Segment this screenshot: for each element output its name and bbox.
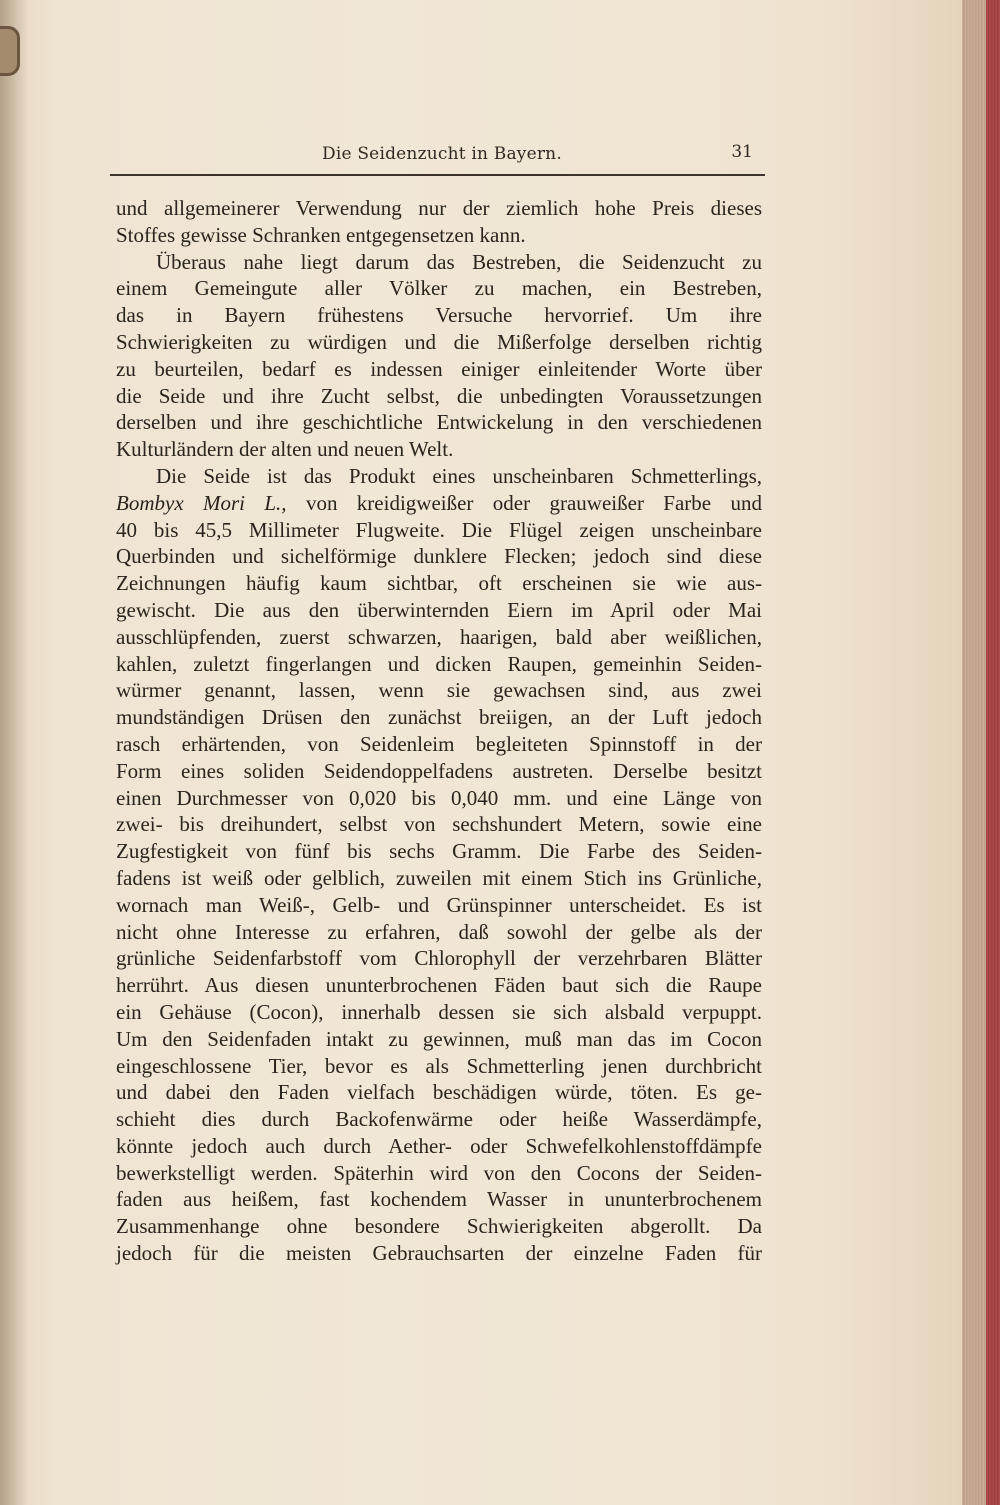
text-line: schieht dies durch Backofenwärme oder heiße Wasserdämpfe, bbox=[116, 1107, 762, 1132]
text-line: derselben und ihre geschichtliche Entwickelung in den verschiedenen bbox=[116, 410, 762, 435]
text-line: Stoffes gewisse Schranken entgegensetzen kann. bbox=[116, 222, 526, 247]
gutter-shadow bbox=[0, 0, 28, 1505]
binding-ring-icon bbox=[0, 26, 20, 76]
text-line: wornach man Weiß-, Gelb- und Grünspinner unterscheidet. Es ist bbox=[116, 892, 762, 917]
text-line: ein Gehäuse (Cocon), innerhalb dessen sie sich alsbald verpuppt. bbox=[116, 999, 762, 1024]
running-head-title: Die Seidenzucht in Bayern. bbox=[322, 144, 562, 164]
text-line: das in Bayern frühestens Versuche hervorrief. Um ihre bbox=[116, 303, 762, 328]
text-line: herrührt. Aus diesen ununterbrochenen Fäden baut sich die Raupe bbox=[116, 973, 762, 998]
text-line-mixed bbox=[116, 490, 762, 517]
text-line: und allgemeinerer Verwendung nur der ziemlich hohe Preis dieses bbox=[116, 196, 762, 220]
text-line: Zugfestigkeit von fünf bis sechs Gramm. Die Farbe des Seiden- bbox=[116, 839, 762, 864]
text-line: Kulturländern der alten und neuen Welt. bbox=[116, 437, 454, 462]
text-line: und dabei den Faden vielfach beschädigen würde, töten. Es ge- bbox=[116, 1080, 762, 1105]
text-line: zwei- bis dreihundert, selbst von sechshundert Metern, sowie eine bbox=[116, 812, 762, 837]
header-rule bbox=[110, 174, 765, 176]
text-line: Schwierigkeiten zu würdigen und die Mißerfolge derselben richtig bbox=[116, 329, 762, 354]
text-line: die Seide und ihre Zucht selbst, die unbedingten Voraussetzungen bbox=[116, 383, 762, 408]
text-line: Form eines soliden Seidendoppelfadens austreten. Derselbe besitzt bbox=[116, 758, 762, 783]
text-line: zu beurteilen, bedarf es indessen einiger einleitender Worte über bbox=[116, 356, 762, 381]
text-line: nicht ohne Interesse zu erfahren, daß sowohl der gelbe als der bbox=[116, 919, 762, 944]
text-fragment: von kreidigweißer oder grauweißer Farbe und bbox=[305, 490, 762, 515]
text-line: rasch erhärtenden, von Seidenleim begleiteten Spinnstoff in der bbox=[116, 731, 762, 756]
red-book-edge bbox=[986, 0, 1000, 1505]
text-line: grünliche Seidenfarbstoff vom Chlorophyll der verzehrbaren Blätter bbox=[116, 946, 762, 971]
text-line: bewerkstelligt werden. Späterhin wird von den Cocons der Seiden- bbox=[116, 1160, 762, 1185]
text-line: jedoch für die meisten Gebrauchsarten der einzelne Faden für bbox=[116, 1241, 762, 1266]
text-line: Um den Seidenfaden intakt zu gewinnen, muß man das im Cocon bbox=[116, 1026, 762, 1051]
page-number: 31 bbox=[731, 142, 753, 162]
text-line: würmer genannt, lassen, wenn sie gewachsen sind, aus zwei bbox=[116, 678, 762, 703]
text-line: einem Gemeingute aller Völker zu machen, ein Bestreben, bbox=[116, 276, 762, 301]
text-line: 40 bis 45,5 Millimeter Flugweite. Die Flügel zeigen unscheinbare bbox=[116, 517, 762, 542]
text-line: faden aus heißem, fast kochendem Wasser in ununterbrochenem bbox=[116, 1187, 762, 1212]
text-line: gewischt. Die aus den überwinternden Eiern im April oder Mai bbox=[116, 597, 762, 622]
body-text bbox=[116, 195, 762, 1267]
text-line: mundständigen Drüsen den zunächst breiigen, an der Luft jedoch bbox=[116, 705, 762, 730]
text-line: Zeichnungen häufig kaum sichtbar, oft erscheinen sie wie aus- bbox=[116, 571, 762, 596]
running-head bbox=[110, 140, 765, 174]
text-line: Zusammenhange ohne besondere Schwierigkeiten abgerollt. Da bbox=[116, 1214, 762, 1239]
text-line: fadens ist weiß oder gelblich, zuweilen mit einem Stich ins Grünliche, bbox=[116, 865, 762, 890]
text-line: Die Seide ist das Produkt eines unscheinbaren Schmetterlings, bbox=[156, 463, 762, 488]
text-line: ausschlüpfenden, zuerst schwarzen, haarigen, bald aber weißlichen, bbox=[116, 624, 762, 649]
text-line: Überaus nahe liegt darum das Bestreben, die Seidenzucht zu bbox=[156, 249, 762, 274]
text-line: Querbinden und sichelförmige dunklere Flecken; jedoch sind diese bbox=[116, 544, 762, 569]
text-line: einen Durchmesser von 0,020 bis 0,040 mm. und eine Länge von bbox=[116, 785, 762, 810]
text-line: kahlen, zuletzt fingerlangen und dicken Raupen, gemeinhin Seiden- bbox=[116, 651, 762, 676]
text-line: könnte jedoch auch durch Aether- oder Schwefelkohlenstoffdämpfe bbox=[116, 1133, 762, 1158]
species-name: Bombyx Mori L., bbox=[116, 490, 287, 515]
text-line: eingeschlossene Tier, bevor es als Schmetterling jenen durchbricht bbox=[116, 1053, 762, 1078]
